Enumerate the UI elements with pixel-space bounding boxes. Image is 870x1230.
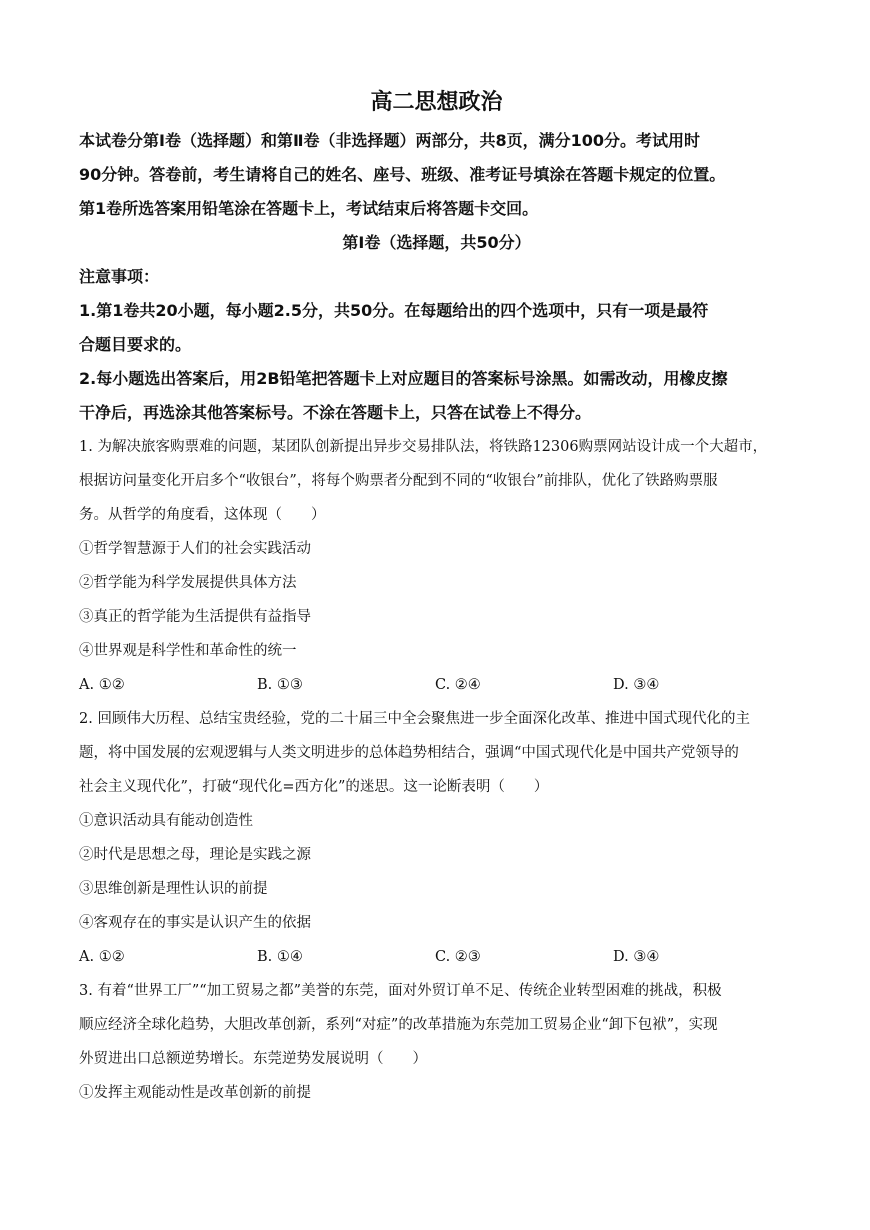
answer-choices: [79, 940, 794, 974]
notes-heading: 注意事项：: [79, 267, 160, 286]
question-stem-line: 社会主义现代化”，打破“现代化=西方化”的迷思。这一论断表明（ ）: [79, 779, 549, 795]
instruction-line: 第1卷所选答案用铅笔涂在答题卡上，考试结束后将答题卡交回。: [79, 199, 539, 218]
exam-page: [79, 86, 794, 1110]
statement: ①发挥主观能动性是改革创新的前提: [79, 1085, 311, 1101]
choice-a: A. ①②: [79, 677, 125, 693]
notes: [79, 260, 794, 430]
statement: ③真正的哲学能为生活提供有益指导: [79, 609, 311, 625]
statement: ②时代是思想之母，理论是实践之源: [79, 847, 311, 863]
statement: ③思维创新是理性认识的前提: [79, 881, 268, 897]
question-1: [79, 430, 794, 702]
choice-a: A. ①②: [79, 949, 125, 965]
statement: ④世界观是科学性和革命性的统一: [79, 643, 297, 659]
choice-d: D. ③④: [613, 949, 660, 965]
choice-c: C. ②④: [435, 677, 481, 693]
question-stem-line: 根据访问量变化开启多个“收银台”，将每个购票者分配到不同的“收银台”前排队，优化了铁路购票服: [79, 473, 718, 489]
instruction-line: 本试卷分第Ⅰ卷（选择题）和第Ⅱ卷（非选择题）两部分，共8页，满分100分。考试用时: [79, 131, 701, 150]
choice-c: C. ②③: [435, 949, 481, 965]
question-stem-line: 1. 为解决旅客购票难的问题，某团队创新提出异步交易排队法，将铁路12306购票网站设计成一个大超市，: [79, 439, 768, 455]
question-stem-line: 务。从哲学的角度看，这体现（ ）: [79, 507, 326, 523]
note-line: 2.每小题选出答案后，用2B铅笔把答题卡上对应题目的答案标号涂黑。如需改动，用橡皮擦: [79, 369, 728, 388]
question-stem-line: 3. 有着“世界工厂”“加工贸易之都”美誉的东莞，面对外贸订单不足、传统企业转型困难的挑战，积极: [79, 983, 722, 999]
statement: ②哲学能为科学发展提供具体方法: [79, 575, 297, 591]
choice-b: B. ①③: [257, 677, 303, 693]
note-line: 干净后，再选涂其他答案标号。不涂在答题卡上，只答在试卷上不得分。: [79, 403, 592, 422]
instruction-line: 90分钟。答卷前，考生请将自己的姓名、座号、班级、准考证号填涂在答题卡规定的位置。: [79, 165, 726, 184]
statement: ④客观存在的事实是认识产生的依据: [79, 915, 311, 931]
page-title: 高二思想政治: [370, 90, 503, 115]
exam-instructions: [79, 124, 794, 226]
question-stem-line: 外贸进出口总额逆势增长。东莞逆势发展说明（ ）: [79, 1051, 427, 1067]
note-line: 1.第1卷共20小题，每小题2.5分，共50分。在每题给出的四个选项中，只有一项是最符: [79, 301, 709, 320]
note-line: 合题目要求的。: [79, 335, 192, 354]
question-3: [79, 974, 794, 1110]
question-stem-line: 顺应经济全球化趋势，大胆改革创新，系列“对症”的改革措施为东莞加工贸易企业“卸下包袱”，实现: [79, 1017, 718, 1033]
statement: ①意识活动具有能动创造性: [79, 813, 253, 829]
statement: ①哲学智慧源于人们的社会实践活动: [79, 541, 311, 557]
choice-d: D. ③④: [613, 677, 660, 693]
question-stem-line: 2. 回顾伟大历程、总结宝贵经验，党的二十届三中全会聚焦进一步全面深化改革、推进中国式现代化的主: [79, 711, 750, 727]
section-title: 第Ⅰ卷（选择题，共50分）: [342, 233, 531, 252]
question-stem-line: 题，将中国发展的宏观逻辑与人类文明进步的总体趋势相结合，强调“中国式现代化是中国共产党领导的: [79, 745, 739, 761]
question-2: [79, 702, 794, 974]
answer-choices: [79, 668, 794, 702]
choice-b: B. ①④: [257, 949, 303, 965]
